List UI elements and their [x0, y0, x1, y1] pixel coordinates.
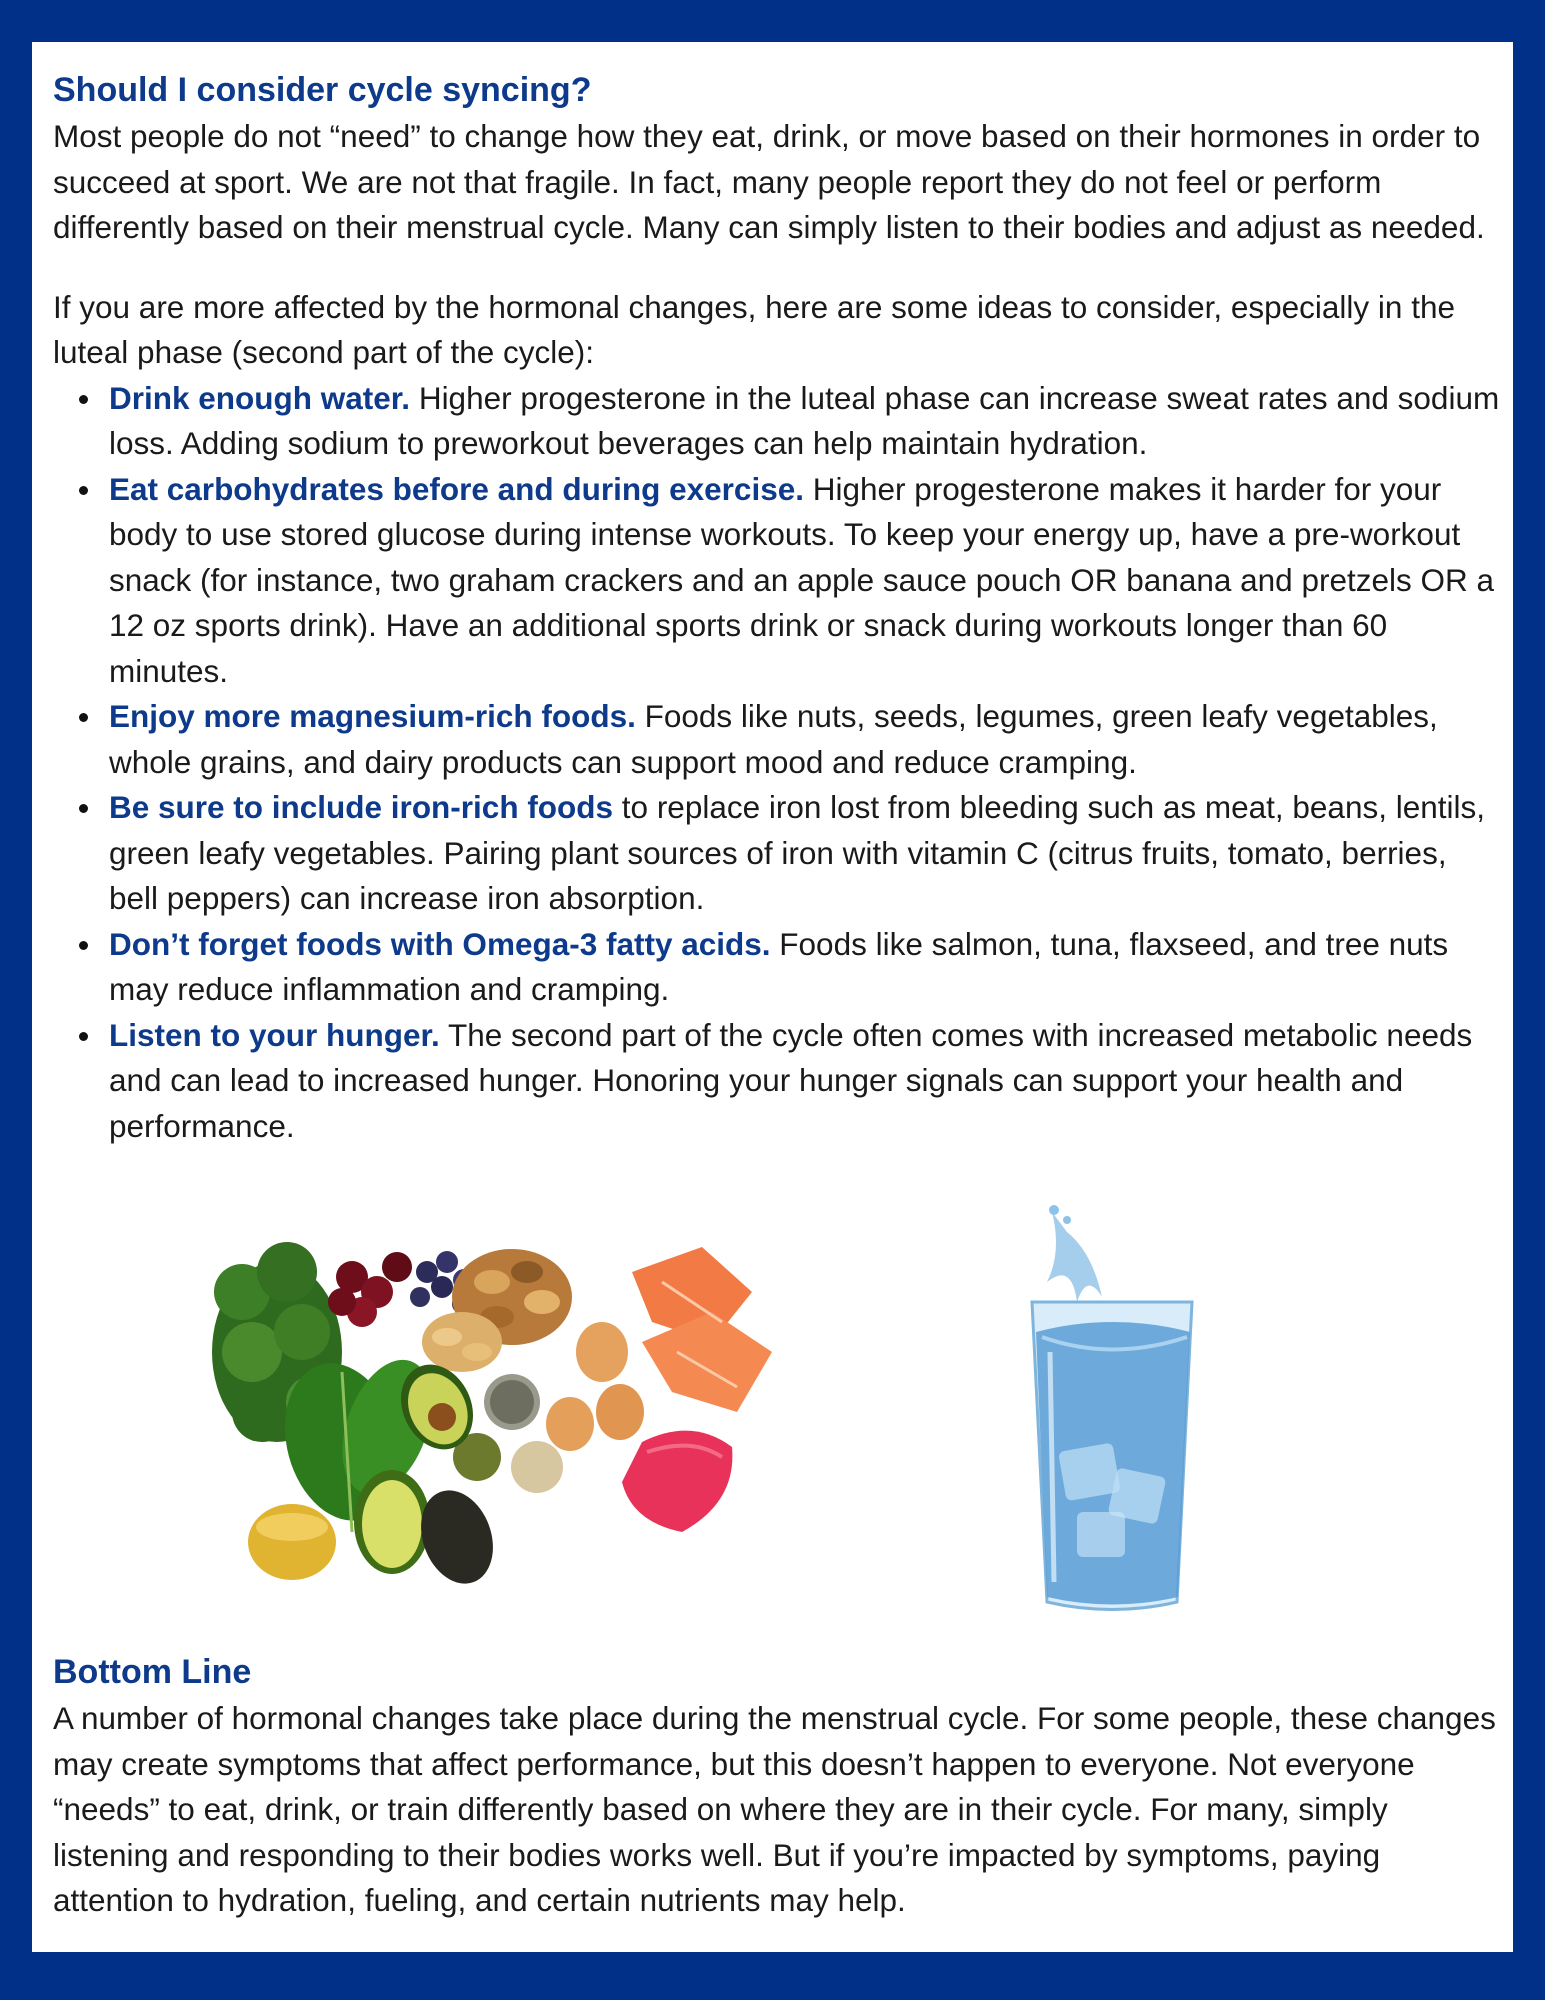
list-item — [109, 694, 1503, 785]
list-item — [109, 1013, 1503, 1150]
list-item — [109, 922, 1503, 1013]
intro-paragraph: Most people do not “need” to change how they eat, drink, or move based on their hormones in order to succeed at sport. We are not that fragile. In fact, many people report they do not feel or perform differently based on their menstrual cycle. Many can simply listen to their bodies and adjust as needed. — [53, 118, 1485, 245]
tip-lead: Listen to your hunger. — [109, 1016, 440, 1053]
seeds-icon — [453, 1374, 563, 1493]
ideas-paragraph: If you are more affected by the hormonal changes, here are some ideas to consider, especially in the luteal phase (second part of the cycle): — [53, 288, 1455, 370]
bottom-line-section — [53, 1650, 1503, 1924]
tip-text: Foods like salmon, tuna, flaxseed, and tree nuts may reduce inflammation and cramping. — [109, 925, 1449, 1007]
salmon-icon — [632, 1247, 772, 1412]
tip-lead: Enjoy more magnesium-rich foods. — [109, 698, 636, 734]
document-page — [32, 42, 1513, 1952]
cherries-icon — [328, 1252, 412, 1327]
list-item — [109, 467, 1503, 695]
tip-text: to replace iron lost from bleeding such as meat, beans, lentils, green leafy vegetables. Pairing plant sources of iron with vitamin C (citrus fruits, tomato, berries, bell peppers) can increase iron absorption. — [109, 789, 1486, 916]
tips-list — [53, 376, 1503, 1150]
bottom-paragraph: A number of hormonal changes take place during the menstrual cycle. For some people, these changes may create symptoms that affect performance, but this doesn’t happen to everyone. Not everyone “needs” to eat, drink, or train differently based on where they are in their cycle. For many, simply listening and responding to their bodies works well. But if you’re impacted by symptoms, paying attention to hydration, fueling, and certain nutrients may help. — [53, 1700, 1496, 1918]
tip-text: Higher progesterone in the luteal phase can increase sweat rates and sodium loss. Adding sodium to preworkout beverages can help maintain hydration. — [109, 379, 1500, 461]
tip-lead: Don’t forget foods with Omega-3 fatty acids. — [109, 925, 771, 962]
list-item — [109, 376, 1503, 467]
bottom-heading: Bottom Line — [53, 1653, 252, 1691]
tip-text: The second part of the cycle often comes with increased metabolic needs and can lead to increased hunger. Honoring your hunger signals can support your health and performance. — [109, 1016, 1473, 1144]
illustrations — [32, 1202, 1513, 1622]
healthy-foods-image — [192, 1202, 832, 1622]
glass-icon — [1032, 1302, 1192, 1610]
water-splash-icon — [1047, 1205, 1102, 1302]
tip-text: Higher progesterone makes it harder for your body to use stored glucose during intense workouts. To keep your energy up, have a pre-workout snack (for instance, two graham crackers and an apple sauce pouch OR banana and pretzels OR a 12 oz sports drink). Have an additional sports drink or snack during workouts longer than 60 minutes. — [109, 470, 1495, 689]
olive-oil-icon — [248, 1504, 336, 1580]
main-content — [53, 68, 1503, 1149]
list-item — [109, 785, 1503, 922]
tuna-icon — [622, 1431, 732, 1532]
tip-lead: Eat carbohydrates before and during exercise. — [109, 470, 804, 507]
eggs-icon — [546, 1322, 644, 1451]
water-glass-image — [992, 1202, 1232, 1622]
tip-lead: Be sure to include iron-rich foods — [109, 789, 614, 825]
section-heading: Should I consider cycle syncing? — [53, 71, 592, 109]
tip-text: Foods like nuts, seeds, legumes, green leafy vegetables, whole grains, and dairy products can support mood and reduce cramping. — [109, 698, 1438, 780]
tip-lead: Drink enough water. — [109, 379, 411, 416]
